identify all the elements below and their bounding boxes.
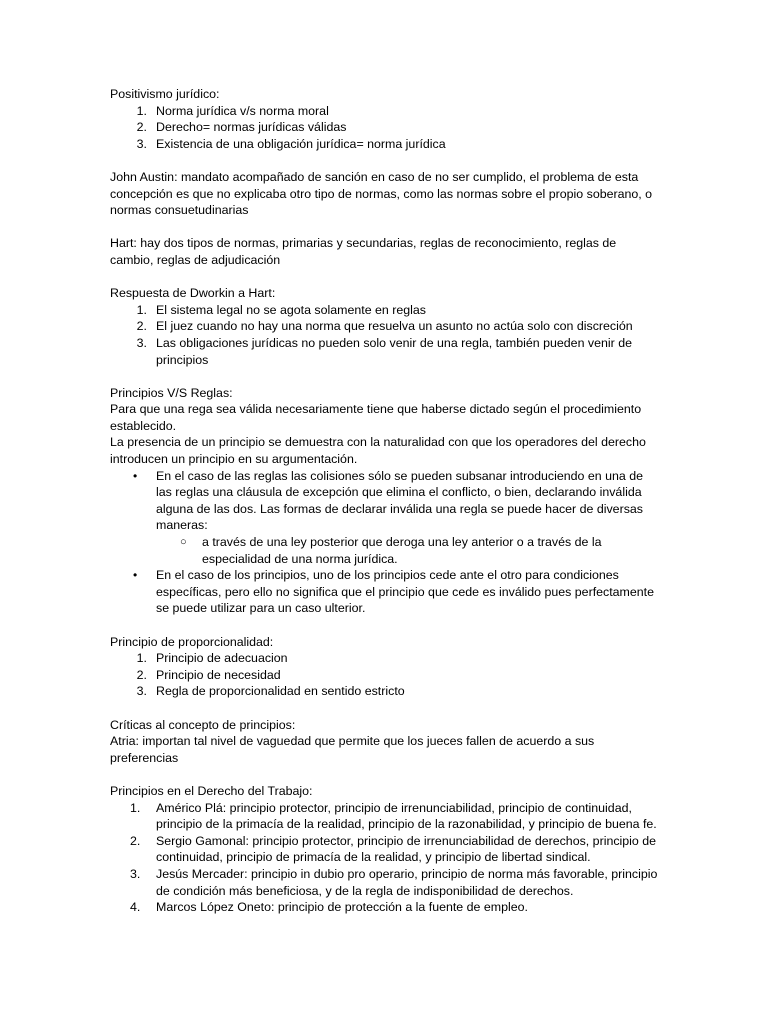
list-item-text: Derecho= normas jurídicas válidas [156, 120, 347, 135]
list-number: 2. [136, 120, 147, 135]
section-heading: Principios V/S Reglas: [110, 385, 233, 400]
list-item [110, 119, 660, 136]
list-number: 1. [136, 103, 147, 118]
sub-bullet-item [110, 534, 660, 567]
bullet-icon: • [133, 568, 138, 583]
list-item-text: Marcos López Oneto: principio de protección a la fuente de empleo. [156, 900, 528, 915]
list-item-text: Jesús Mercader: principio in dubio pro operario, principio de norma más favorable, principio de condición más beneficiosa, y de la regla de indisponibilidad de derechos. [156, 866, 658, 898]
list-item-text: Principio de adecuacion [156, 651, 288, 666]
list-item-text: El sistema legal no se agota solamente en reglas [156, 302, 426, 317]
paragraph: Para que una rega sea válida necesariamente tiene que haberse dictado según el procedimiento establecido. [110, 402, 642, 433]
list-number: 1. [130, 800, 141, 815]
list-number: 2. [136, 319, 147, 334]
section-heading: Respuesta de Dworkin a Hart: [110, 286, 276, 301]
bullet-text: En el caso de los principios, uno de los principios cede ante el otro para condiciones específicas, pero ello no significa que el principio que cede es inválido pues perfectamente se puede utilizar para un caso ulterior. [156, 568, 654, 616]
spacer [110, 368, 660, 385]
list-item [110, 667, 660, 684]
paragraph-austin: John Austin: mandato acompañado de sanción en caso de no ser cumplido, el problema de esta concepción es que no explicaba otro tipo de normas, como las normas sobre el propio soberano, o normas consuetudinarias [110, 169, 653, 218]
paragraph: La presencia de un principio se demuestra con la naturalidad con que los operadores del derecho introducen un principio en su argumentación. [110, 435, 646, 467]
section-heading: Principios en el Derecho del Trabajo: [110, 783, 313, 798]
list-item [110, 800, 660, 833]
section-heading: Principio de proporcionalidad: [110, 634, 274, 649]
document-body [110, 86, 660, 916]
section-heading: Positivismo jurídico: [110, 87, 220, 101]
list-number: 4. [130, 900, 141, 915]
list-item-text: Las obligaciones jurídicas no pueden solo venir de una regla, también pueden venir de principios [156, 335, 632, 367]
list-item [110, 866, 660, 899]
bullet-icon: • [133, 468, 138, 483]
list-item [110, 683, 660, 700]
list-number: 3. [130, 866, 141, 881]
list-item-text: Américo Plá: principio protector, principio de irrenunciabilidad, principio de continuidad, principio de la primacía de la realidad, principio de la razonabilidad, y principio de buena fe. [156, 800, 657, 832]
list-item-text: Sergio Gamonal: principio protector, principio de irrenunciabilidad de derechos, principio de continuidad, principio de primacía de la realidad, y principio de libertad sindical. [156, 833, 657, 865]
list-item [110, 833, 660, 866]
list-number: 1. [136, 302, 147, 317]
list-item-text: Principio de necesidad [156, 667, 281, 682]
list-item-text: Regla de proporcionalidad en sentido estricto [156, 684, 405, 699]
bullet-text: En el caso de las reglas las colisiones sólo se pueden subsanar introduciendo en una de las reglas una cláusula de excepción que elimina el conflicto, o bien, declarando inválida alguna de las dos. Las formas de declarar inválida una regla se puede hacer de diversas maneras: [156, 468, 643, 533]
list-number: 1. [136, 651, 147, 666]
list-number: 3. [136, 684, 147, 699]
list-item-text: El juez cuando no hay una norma que resuelva un asunto no actúa solo con discreción [156, 319, 633, 334]
list-number: 2. [130, 833, 141, 848]
list-item [110, 302, 660, 319]
bullet-item [110, 468, 660, 534]
paragraph-hart: Hart: hay dos tipos de normas, primarias y secundarias, reglas de reconocimiento, reglas de cambio, reglas de adjudicación [110, 236, 617, 267]
list-item [110, 318, 660, 335]
spacer [110, 766, 660, 783]
sub-bullet-text: a través de una ley posterior que deroga una ley anterior o a través de la especialidad de una norma jurídica. [202, 535, 602, 566]
spacer [110, 219, 660, 236]
paragraph: Atria: importan tal nivel de vaguedad que permite que los jueces fallen de acuerdo a sus preferencias [110, 734, 595, 765]
list-item [110, 650, 660, 667]
list-item [110, 103, 660, 120]
list-item [110, 335, 660, 368]
list-number: 3. [136, 335, 147, 350]
section-heading: Críticas al concepto de principios: [110, 717, 296, 732]
spacer [110, 269, 660, 286]
spacer [110, 617, 660, 634]
spacer [110, 700, 660, 717]
bullet-item [110, 567, 660, 617]
spacer [110, 152, 660, 169]
circle-bullet-icon: ○ [180, 536, 187, 549]
list-number: 3. [136, 136, 147, 151]
list-item-text: Existencia de una obligación jurídica= norma jurídica [156, 136, 446, 151]
list-item [110, 136, 660, 153]
list-item-text: Norma jurídica v/s norma moral [156, 103, 329, 118]
list-number: 2. [136, 667, 147, 682]
list-item [110, 899, 660, 916]
